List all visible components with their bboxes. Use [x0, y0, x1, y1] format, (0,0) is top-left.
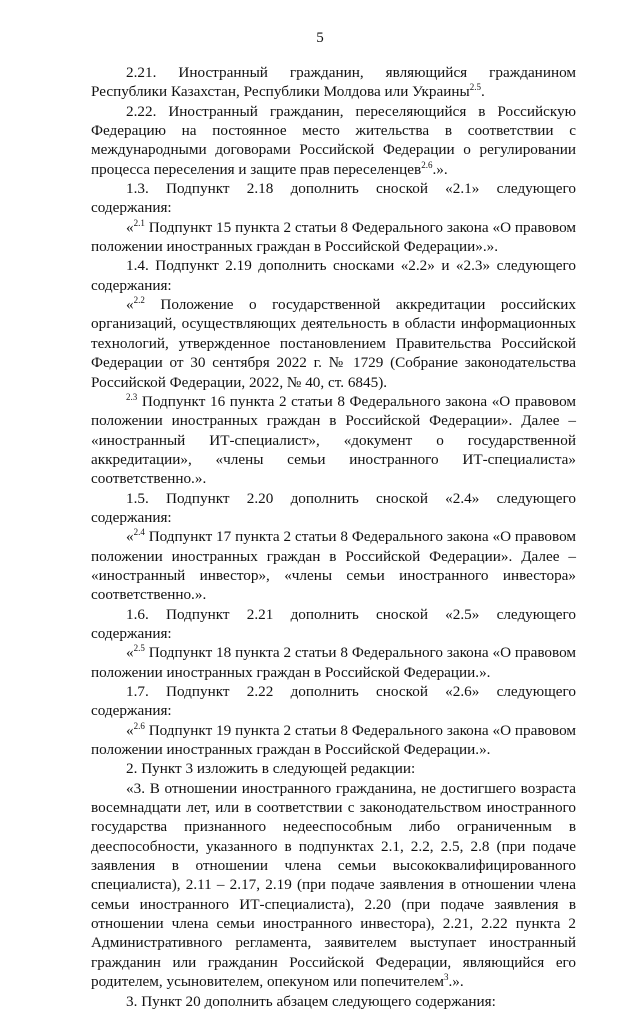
paragraph-text: 1.3. Подпункт 2.18 дополнить сноской «2.1» следующего содержания: — [91, 180, 576, 217]
paragraph-text: Подпункт 19 пункта 2 статьи 8 Федерального закона «О правовом положении иностранных граждан в Российской Федерации.». — [91, 721, 576, 759]
paragraph — [91, 779, 576, 992]
paragraph — [91, 992, 576, 1011]
paragraph — [91, 489, 576, 528]
paragraph-text: Подпункт 17 пункта 2 статьи 8 Федерального закона «О правовом положении иностранных граждан в Российской Федерации». Далее – «иностранный инвестор», «члены семьи иностранного инвестора» соответственно.». — [91, 528, 576, 604]
opening-quote: « — [126, 218, 134, 236]
paragraph-text: 1.4. Подпункт 2.19 дополнить сносками «2.2» и «2.3» следующего содержания: — [91, 257, 576, 294]
page-number: 5 — [316, 30, 324, 46]
paragraph — [91, 256, 576, 295]
paragraph-text: 2. Пункт 3 изложить в следующей редакции: — [126, 760, 416, 778]
paragraph-text: «3. В отношении иностранного гражданина, не достигшего возраста восемнадцати лет, или в соответствии с законодательством иностранного государства признанного недееспособным либо ограниченным в дееспособности, указанного в подпунктах 2.1, 2.2, 2.5, 2.8 (при подаче заявления в отношении члена семьи высококвалифицированного специалиста), 2.11 – 2.17, 2.19 (при подаче заявления в отношении члена семьи иностранного ИТ-специалиста), 2.20 (при подаче заявления в отношении члена семьи иностранного инвестора), 2.21, 2.22 пункта 2 Административного регламента, заявителем выступает иностранный гражданин или гражданин Российской Федерации, являющийся его родителем, усыновителем, опекуном или попечителем — [91, 779, 576, 991]
opening-quote: « — [126, 644, 134, 662]
paragraph-text: 2.22. Иностранный гражданин, переселяющийся в Российскую Федерацию на постоянное место жительства в соответствии с международными договорами Российской Федерации о регулировании процесса переселения и защите прав переселенцев — [91, 102, 576, 178]
paragraph — [91, 682, 576, 721]
paragraph — [91, 392, 576, 489]
paragraph-text: Подпункт 18 пункта 2 статьи 8 Федерального закона «О правовом положении иностранных граждан в Российской Федерации.». — [91, 644, 576, 681]
paragraph — [91, 102, 576, 179]
paragraph — [91, 643, 576, 682]
paragraph-tail: .». — [432, 160, 448, 178]
paragraph-text: 2.21. Иностранный гражданин, являющийся гражданином Республики Казахстан, Республики Молдова или Украины — [91, 64, 576, 101]
opening-quote: « — [126, 721, 134, 739]
paragraph — [91, 179, 576, 218]
opening-quote: « — [126, 528, 134, 546]
paragraph — [91, 63, 576, 102]
footnote-marker: 3 — [443, 972, 449, 983]
paragraph-text: Положение о государственной аккредитации российских организаций, осуществляющих деятельность в области информационных технологий, утвержденное постановлением Правительства Российской Федерации от 30 сентября 2022 г. № 1729 (Собрание законодательства Российской Федерации, 2022, № 40, ст. 6845). — [91, 296, 576, 391]
paragraph — [91, 218, 576, 257]
paragraph-text: 1.6. Подпункт 2.21 дополнить сноской «2.5» следующего содержания: — [91, 605, 576, 642]
paragraph-text: 1.5. Подпункт 2.20 дополнить сноской «2.4» следующего содержания: — [91, 489, 576, 526]
opening-quote: « — [126, 296, 134, 314]
document-body — [91, 63, 576, 1011]
paragraph — [91, 295, 576, 392]
footnote-marker: 2.2 — [133, 295, 145, 306]
footnote-marker: 2.3 — [126, 391, 138, 402]
footnote-marker: 2.5 — [133, 643, 145, 654]
paragraph — [91, 527, 576, 604]
footnote-marker: 2.4 — [133, 527, 145, 538]
paragraph-tail: .». — [448, 973, 464, 991]
footnote-marker: 2.5 — [469, 82, 481, 93]
footnote-marker: 2.6 — [421, 159, 433, 170]
footnote-marker: 2.1 — [133, 217, 145, 228]
paragraph — [91, 605, 576, 644]
paragraph-text: 3. Пункт 20 дополнить абзацем следующего содержания: — [126, 992, 496, 1010]
paragraph-text: 1.7. Подпункт 2.22 дополнить сноской «2.6» следующего содержания: — [91, 683, 576, 720]
paragraph — [91, 759, 576, 778]
footnote-marker: 2.6 — [133, 720, 145, 731]
paragraph-tail: . — [480, 83, 485, 101]
paragraph-text: Подпункт 16 пункта 2 статьи 8 Федерального закона «О правовом положении иностранных граждан в Российской Федерации». Далее – «иностранный ИТ-специалист», «документ о государственной аккредитации», «члены семьи иностранного ИТ-специалиста» соответственно.». — [91, 392, 576, 488]
paragraph — [91, 721, 576, 760]
paragraph-text: Подпункт 15 пункта 2 статьи 8 Федерального закона «О правовом положении иностранных граждан в Российской Федерации».». — [91, 218, 576, 256]
